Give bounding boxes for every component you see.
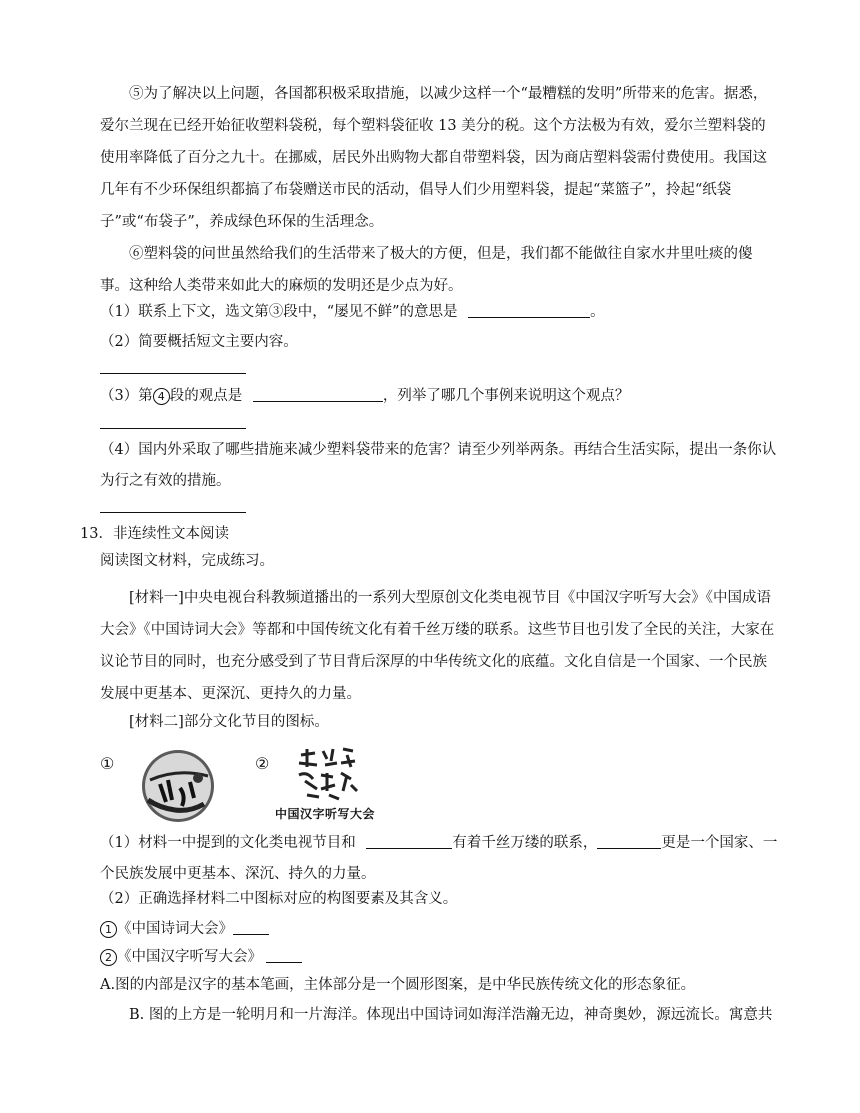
question-2: （2）简要概括短文主要内容。 bbox=[100, 334, 298, 350]
question-3-text: ，列举了哪几个事例来说明这个观点？ bbox=[382, 388, 630, 404]
question-3-text: 段的观点是 bbox=[169, 388, 243, 404]
question-3-text: （3）第 bbox=[100, 388, 153, 404]
answer-blank[interactable] bbox=[253, 383, 383, 402]
sub-question-1-text: （1）材料一中提到的文化类电视节目和 bbox=[100, 835, 356, 851]
answer-blank[interactable] bbox=[468, 299, 590, 318]
dictation-conference-logo bbox=[255, 745, 395, 827]
sub-question-1-text: 有着千丝万缕的联系， bbox=[452, 835, 598, 851]
section-number: 13． bbox=[80, 526, 113, 542]
option-a: A.图的内部是汉字的基本笔画，主体部分是一个圆形图案，是中华民族传统文化的形态象征。 bbox=[100, 977, 696, 993]
sub-question-1-text: 更是一个国家、一个民族发展中更基本、深沉、持久的力量。 bbox=[100, 835, 778, 882]
question-1 bbox=[100, 297, 780, 328]
sub-question-2-item-1 bbox=[100, 914, 780, 945]
sub-question-2: （2）正确选择材料二中图标对应的构图要素及其含义。 bbox=[100, 891, 458, 907]
question-4: （4）国内外采取了哪些措施来减少塑料袋带来的危害？请至少列举两条。再结合生活实际，提出一条你认为行之有效的措施。 bbox=[100, 442, 777, 489]
circled-number: 1 bbox=[100, 921, 117, 938]
poetry-seal-icon bbox=[120, 750, 230, 824]
answer-blank[interactable] bbox=[233, 916, 269, 935]
section-heading bbox=[80, 520, 229, 548]
circled-number: 4 bbox=[153, 388, 170, 405]
item-text: 《中国诗词大会》 bbox=[117, 921, 233, 937]
answer-blank[interactable] bbox=[366, 830, 452, 849]
calligraphy-strokes-icon bbox=[293, 745, 363, 803]
question-1-end: 。 bbox=[590, 304, 605, 320]
item-text: 《中国汉字听写大会》 bbox=[117, 949, 262, 965]
answer-line[interactable] bbox=[100, 428, 246, 429]
material-1: [材料一]中央电视台科教频道播出的一系列大型原创文化类电视节目《中国汉字听写大会》《中国成语大会》《中国诗词大会》等都和中国传统文化有着千丝万缕的联系。这些节目也引发了全民的关注，大家在议论节目的同时，也充分感受到了节目背后深厚的中华传统文化的底蕴。文化自信是一个国家、一个民族发展中更基本、更深沉、更持久的力量。 bbox=[100, 590, 775, 702]
logo-number: ② bbox=[255, 754, 270, 773]
logo-caption: 中国汉字听写大会 bbox=[274, 807, 375, 821]
circled-number: 2 bbox=[100, 949, 117, 966]
question-3 bbox=[100, 381, 780, 412]
material-2: [材料二]部分文化节目的图标。 bbox=[129, 714, 329, 730]
sub-question-2-item-2 bbox=[100, 942, 780, 973]
answer-blank[interactable] bbox=[597, 830, 661, 849]
paragraph-6: ⑥塑料袋的问世虽然给我们的生活带来了极大的方便，但是，我们都不能做往自家水井里吐痰的傻事。这种给人类带来如此大的麻烦的发明还是少点为好。 bbox=[100, 246, 753, 294]
answer-line[interactable] bbox=[100, 373, 246, 374]
paragraph-5: ⑤为了解决以上问题，各国都积极采取措施，以减少这样一个“最糟糕的发明”所带来的危害。据悉，爱尔兰现在已经开始征收塑料袋税，每个塑料袋征收 13 美分的税。这个方法极为有效，爱尔兰塑料袋的使用率降低了百分之九十。在挪威，居民外出购物大都自带塑料袋，因为商店塑料袋需付费使用。我国这几年有不少环保组织都搞了布袋赠送市民的活动，倡导人们少用塑料袋，提起“菜篮子”，拎起“纸袋子”或“布袋子”，养成绿色环保的生活理念。 bbox=[100, 86, 768, 230]
option-b: B. 图的上方是一轮明月和一片海洋。体现出中国诗词如海洋浩瀚无边，神奇奥妙，源远流长。寓意共 bbox=[129, 1007, 773, 1023]
answer-blank[interactable] bbox=[266, 944, 302, 963]
answer-line[interactable] bbox=[100, 512, 246, 513]
question-1-text: （1）联系上下文，选文第③段中，“屡见不鲜”的意思是 bbox=[100, 304, 458, 320]
poetry-conference-logo bbox=[100, 750, 230, 824]
sub-question-1 bbox=[100, 828, 780, 890]
instruction: 阅读图文材料，完成练习。 bbox=[100, 553, 274, 569]
section-title: 非连续性文本阅读 bbox=[112, 526, 229, 542]
logo-number: ① bbox=[100, 754, 115, 773]
